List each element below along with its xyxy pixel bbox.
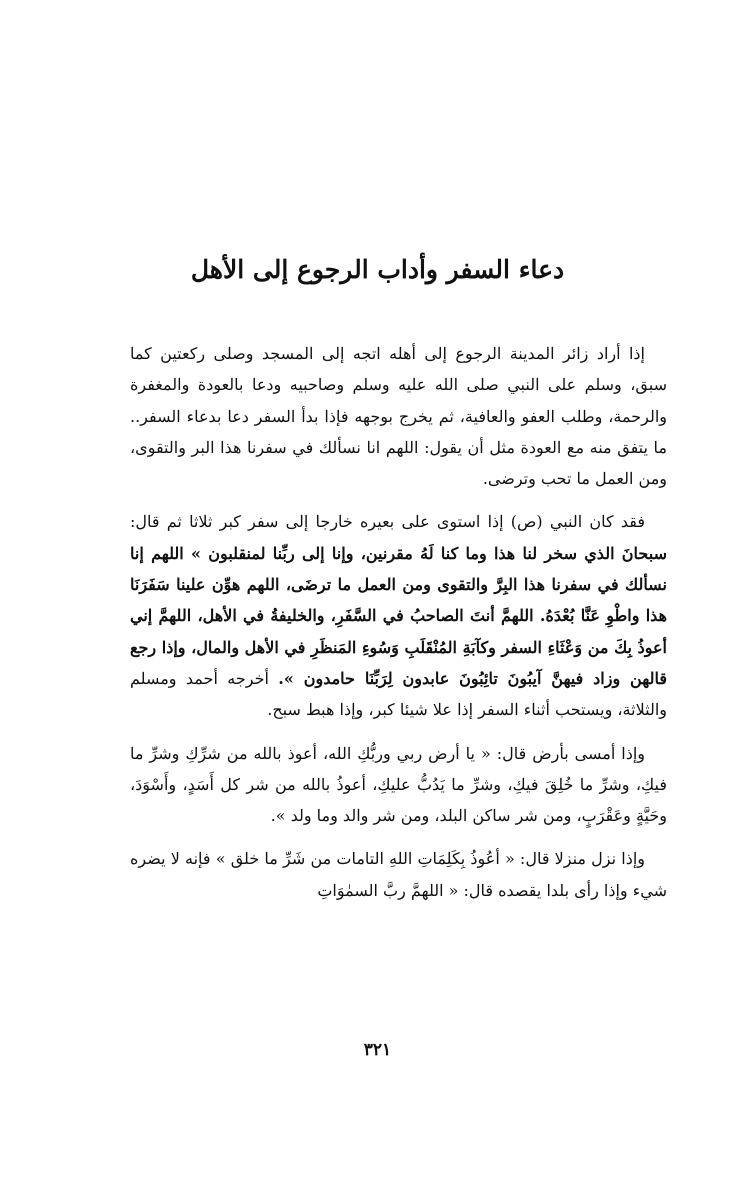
- paragraph-return-prayer: إذا أراد زائر المدينة الرجوع إلى أهله اتجه إلى المسجد وصلى ركعتين كما سبق، وسلم على النبي صلى الله عليه وسلم وصاحبيه ودعا بالعودة والمغفرة والرحمة، وطلب العفو والعافية، ثم يخرج بوجهه فإذا بدأ السفر دعا بدعاء السفر.. ما يتفق منه مع العودة مثل أن يقول: اللهم انا نسألك في سفرنا هذا البر والتقوى، ومن العمل ما تحب وترضى.: [130, 344, 668, 489]
- chapter-title: دعاء السفر وأداب الرجوع إلى الأهل: [190, 255, 565, 284]
- paragraph-arrival-dua: وإذا نزل منزلا قال: « أعُوذُ بِكَلِمَاتِ اللهِ التامات من شَرِّ ما خلق » فإنه لا يضره شيء وإذا رأى بلدا يقصده قال: « اللهمَّ ربَّ السمٰوَاتِ: [130, 849, 667, 900]
- paragraph-evening-dua: وإذا أمسى بأرض قال: « يا أرض ربي وربُّكِ الله، أعوذ بالله من شرِّكِ وشرِّ ما فيكِ، وشرِّ ما خُلِقَ فيكِ، وشرِّ ما يَدُبُّ عليكِ، أعوذُ بالله من شر كل أَسَدٍ، وأَسْوَدَ، وحَيَّةٍ وعَقْرَبٍ، ومن شر ساكن البلد، ومن شر والد وما ولد ».: [130, 743, 667, 826]
- page-number: ٣٢١: [363, 1040, 392, 1060]
- travel-dua-text: سبحانَ الذي سخر لنا هذا وما كنا لَهُ مقرنين، وإنا إلى ربِّنا لمنقلبون » اللهم إنا نسألك في سفرنا هذا البِرَّ والتقوى ومن العمل ما ترضَى، اللهم هوِّن علينا سَفَرَنَا هذا واطْوِ عَنَّا بُعْدَهُ. اللهمَّ أنتَ الصاحبُ في السَّفَرِ، والخليفةُ في الأهل، اللهمَّ إني أعوذُ بِكَ من وَعْثَاءِ السفر وكآبَةِ المُنْقَلَبِ وَسُوءِ المَنظَرِ في الأهل والمال، وإذا رجع قالهن وزاد فيهنَّ آيبُونَ تائِبُونَ عابدون لِرَبِّنَا حامدون ».: [130, 543, 668, 688]
- paragraph-intro: فقد كان النبي (ص) إذا استوى على بعيره خارجا إلى سفر كبر ثلاثا ثم قال:: [130, 512, 645, 532]
- chapter-body: [130, 338, 667, 918]
- paragraph-travel-dua: [130, 506, 667, 725]
- paragraph-outro: أخرجه أحمد ومسلم والثلاثة، ويستحب أثناء السفر إذا علا شيئا كبر، وإذا هبط سبح.: [130, 668, 667, 720]
